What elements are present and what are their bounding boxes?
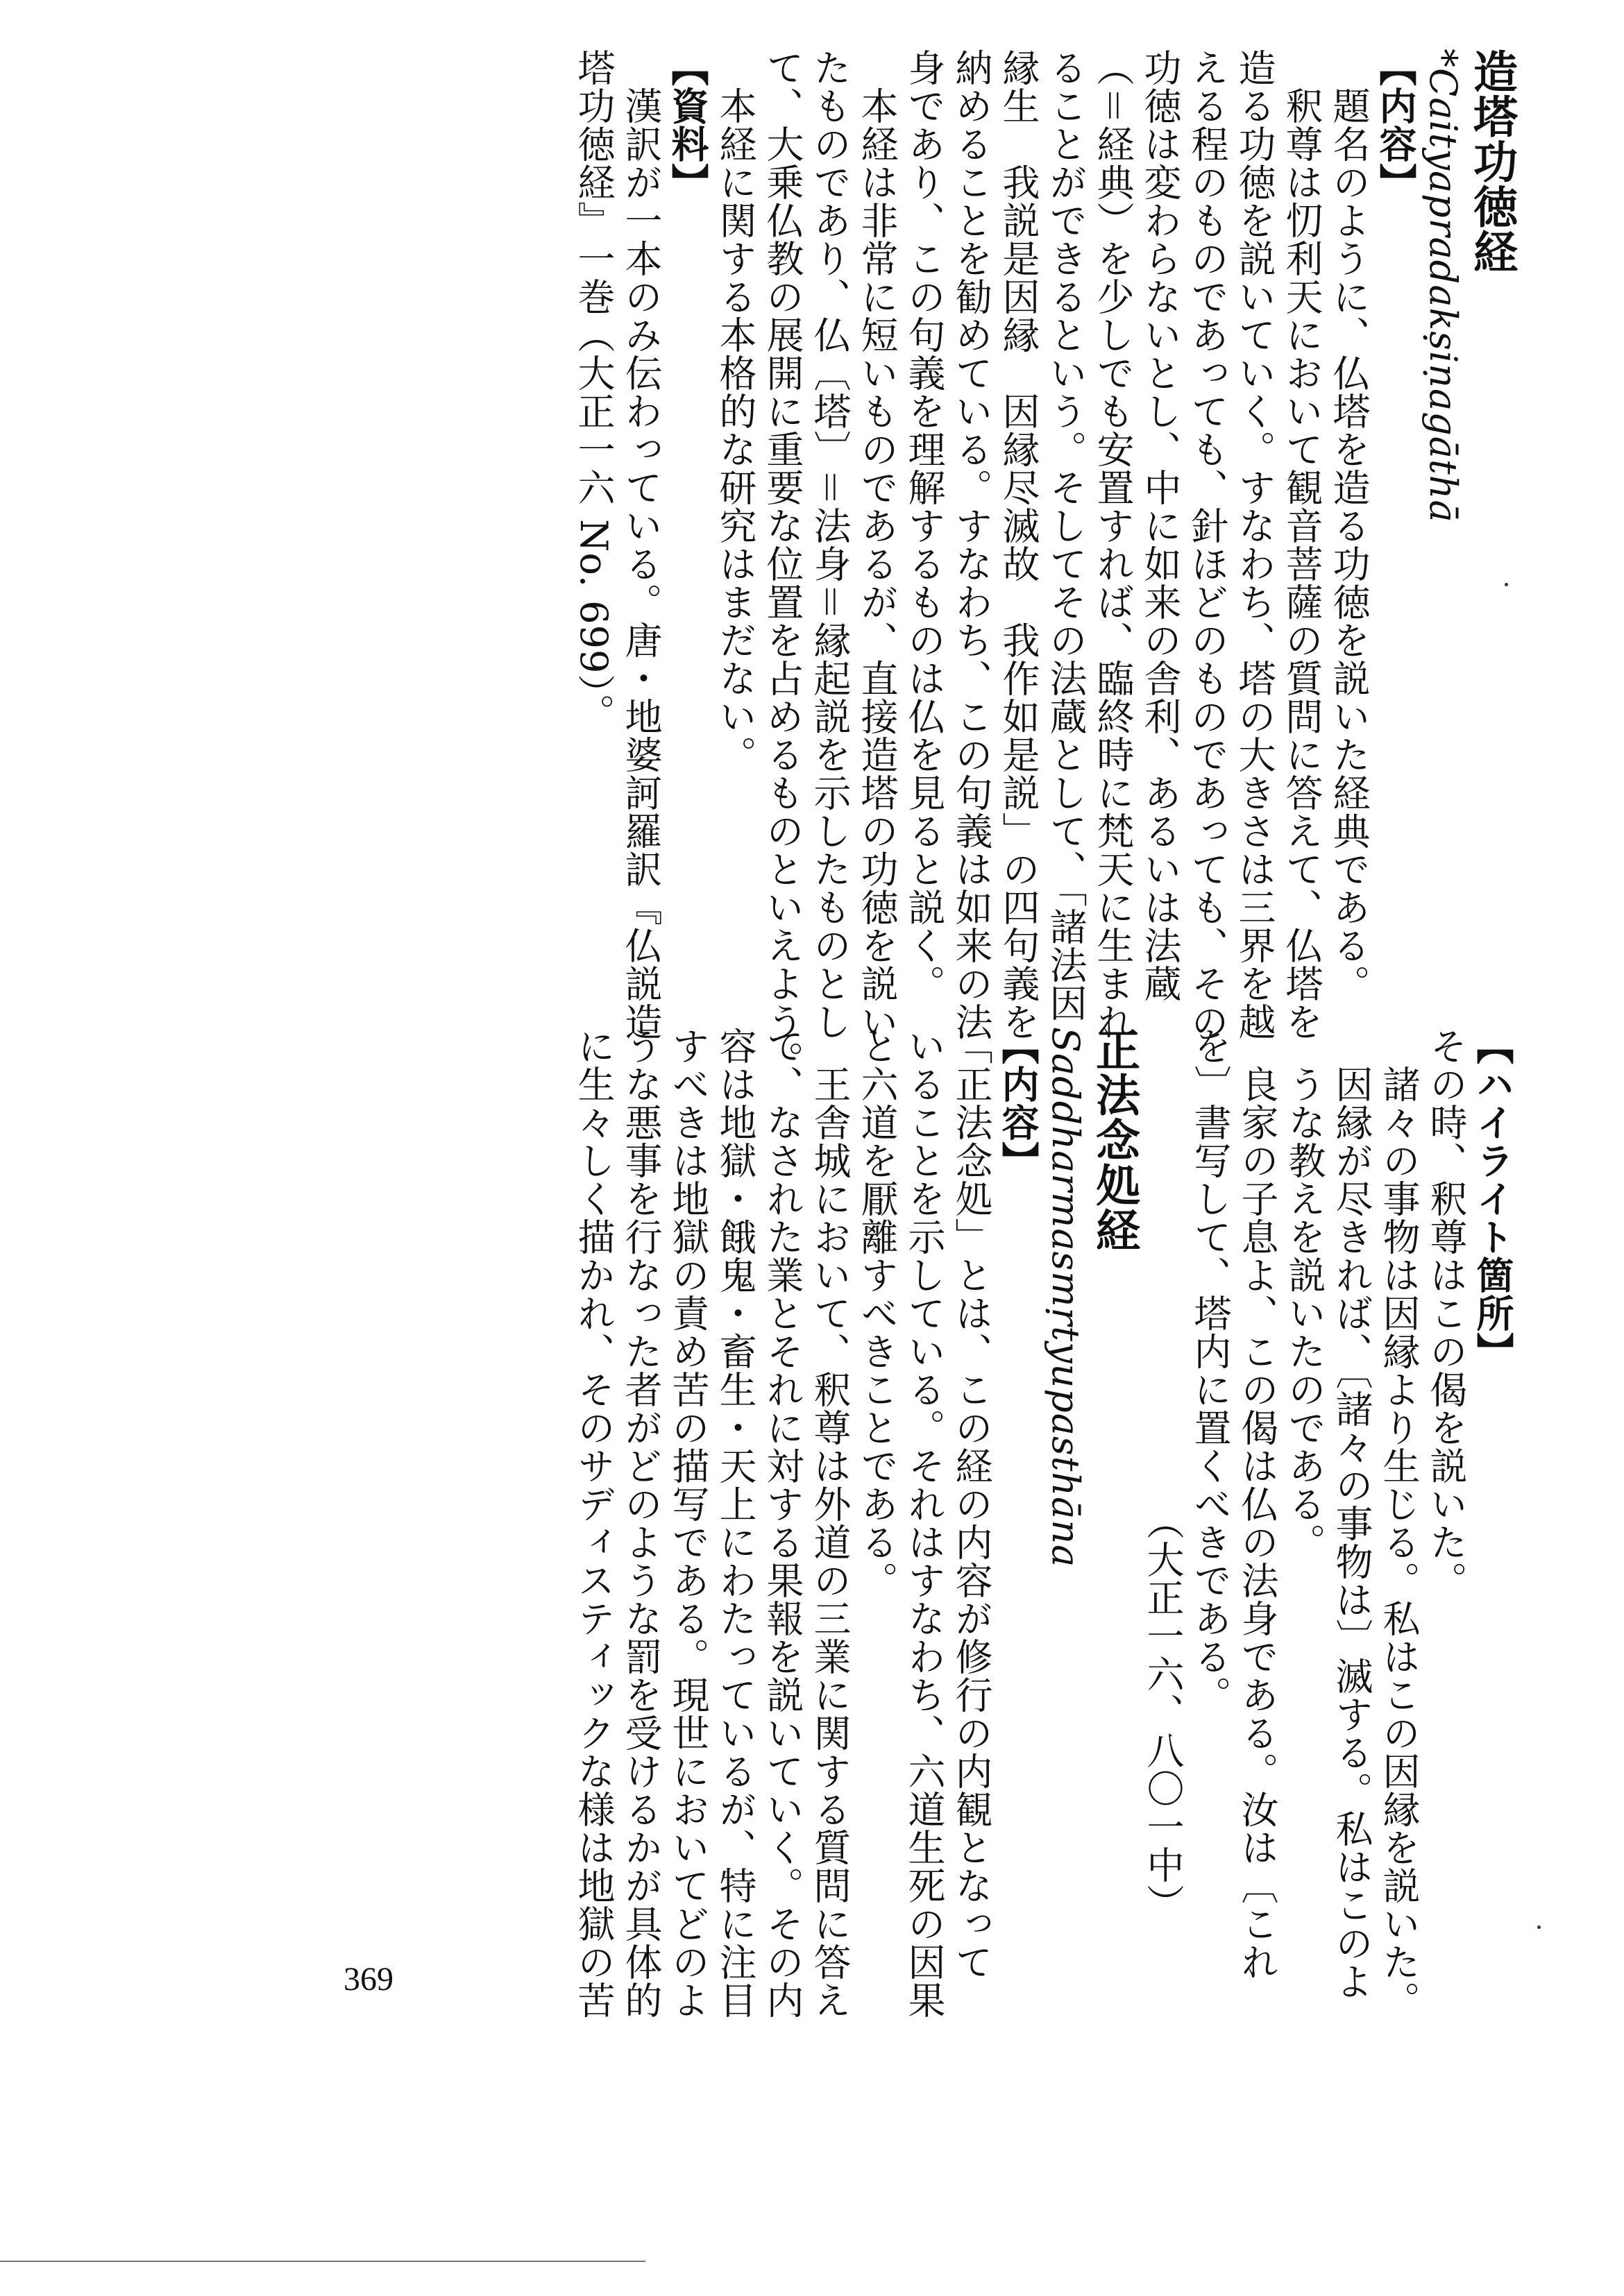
text-column: 造る功徳を説いていく。すなわち、塔の大きさは三界を越 bbox=[1233, 49, 1276, 1041]
text-column: 容は地獄・餓鬼・畜生・天上にわたっているが、特に注目 bbox=[713, 1027, 757, 2019]
text-column: うな教えを説いたのである。 bbox=[1283, 1027, 1326, 1561]
scan-speck bbox=[1537, 1925, 1541, 1929]
text-column: いることを示している。それはすなわち、六道生死の因果 bbox=[902, 1027, 946, 2019]
text-column: うな悪事を行なった者がどのような罰を受けるかが具体的 bbox=[619, 1027, 663, 2019]
bottom-text-block bbox=[570, 1027, 1516, 2019]
text-column: 漢訳が一本のみ伝わっている。唐・地婆訶羅訳『仏説造 bbox=[619, 49, 663, 1041]
section-heading: 【ハイライト箇所】 bbox=[1471, 1027, 1515, 1370]
text-column: たものであり、仏〔塔〕＝法身＝縁起説を示したものとし bbox=[808, 49, 852, 1041]
text-column: 本経に関する本格的な研究はまだない。 bbox=[713, 49, 757, 774]
top-text-block bbox=[570, 49, 1518, 1079]
text-column: 題名のように、仏塔を造る功徳を説いた経典である。 bbox=[1327, 49, 1371, 1003]
text-column: 納めることを勧めている。すなわち、この句義は如来の法 bbox=[949, 49, 993, 1041]
text-column: に生々しく描かれ、そのサディスティックな様は地獄の苦 bbox=[572, 1027, 616, 2019]
section-heading: 【内容】 bbox=[1373, 49, 1418, 201]
text-column: える程のものであっても、針ほどのものであっても、その bbox=[1185, 49, 1229, 1041]
text-column: 釈尊は忉利天において観音菩薩の質問に答えて、仏塔を bbox=[1280, 49, 1323, 1041]
text-column: 因縁が尽きれば、〔諸々の事物は〕滅する。私はこのよ bbox=[1330, 1027, 1373, 2000]
text-column: 身であり、この句義を理解するものは仏を見ると説く。 bbox=[902, 49, 946, 1003]
sutra-title: 造塔功徳経 bbox=[1466, 49, 1518, 274]
text-column: 良家の子息よ、この偈は仏の法身である。汝は〔これ bbox=[1235, 1027, 1279, 1981]
sanskrit-title: *Caityapradakṣiṇagāthā bbox=[1421, 49, 1465, 523]
citation: （大正一六、八〇一中） bbox=[1141, 1502, 1185, 1922]
text-column: その時、釈尊はこの偈を説いた。 bbox=[1424, 1027, 1468, 1599]
text-column: を〕書写して、塔内に置くべきである。 bbox=[1188, 1027, 1232, 1714]
text-column: 王舎城において、釈尊は外道の三業に関する質問に答え bbox=[808, 1027, 852, 2019]
text-column: て、なされた業とそれに対する果報を説いていく。その内 bbox=[761, 1027, 804, 2019]
text-column: 本経は非常に短いものであるが、直接造塔の功徳を説い bbox=[855, 49, 899, 1041]
text-column: 塔功徳経』一巻（大正一六 No. 699）。 bbox=[572, 49, 616, 732]
text-column: 「正法念処」とは、この経の内容が修行の内観となって bbox=[949, 1027, 993, 1981]
section-heading: 【資料】 bbox=[666, 49, 710, 201]
text-column: （＝経典）を少しでも安置すれば、臨終時に梵天に生まれ bbox=[1091, 49, 1135, 1041]
text-column: と六道を厭離すべきことである。 bbox=[855, 1027, 899, 1599]
text-column: 縁生 我説是因縁 因縁尽滅故 我作如是説」の四句義を bbox=[997, 49, 1040, 1041]
section-heading: 【内容】 bbox=[996, 1027, 1040, 1180]
sanskrit-title: Saddharmasmṛtyupasthāna bbox=[1044, 1027, 1088, 1568]
text-column: ることができるという。そしてその法蔵として、「諸法因 bbox=[1044, 49, 1088, 1022]
text-column: 諸々の事物は因縁より生じる。私はこの因縁を説いた。 bbox=[1377, 1027, 1421, 2019]
bottom-scan-line bbox=[0, 2261, 645, 2262]
text-column: すべきは地獄の責め苦の描写である。現世においてどのよ bbox=[666, 1027, 710, 2019]
text-column: て、大乗仏教の展開に重要な位置を占めるものといえよう。 bbox=[761, 49, 804, 1079]
text-column: 功徳は変わらないとし、中に如来の舎利、あるいは法蔵 bbox=[1138, 49, 1182, 1003]
scan-speck bbox=[1505, 583, 1508, 586]
page-number: 369 bbox=[344, 1961, 394, 1998]
sutra-title: 正法念処経 bbox=[1088, 1027, 1140, 1252]
